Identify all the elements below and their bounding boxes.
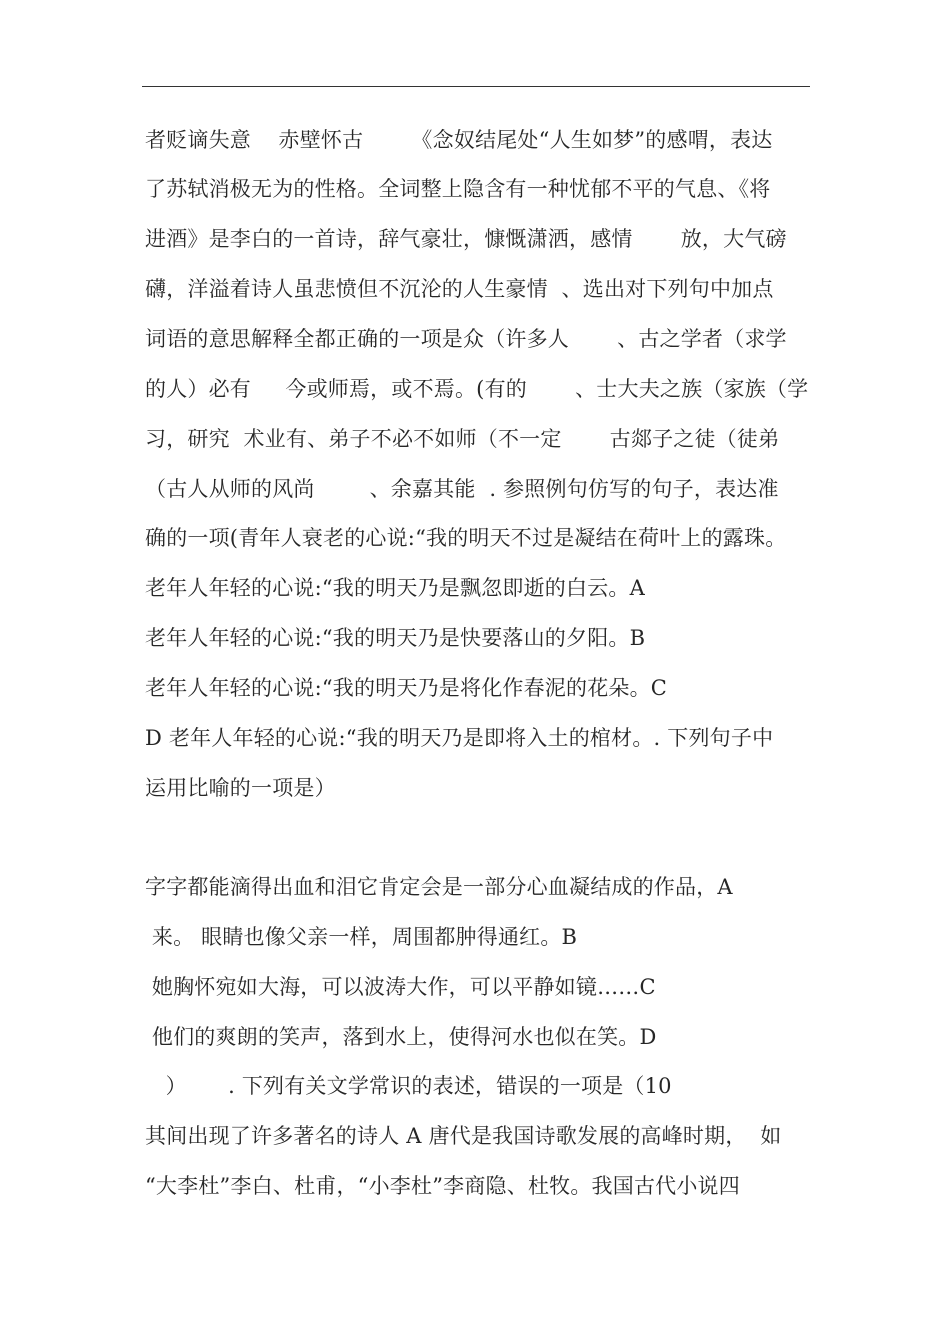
- text-line: 进酒》是李白的一首诗，辞气豪壮，慷慨潇洒，感情 放，大气磅: [145, 227, 787, 251]
- text-line: 习，研究 术业有、弟子不必不如师（不一定 古郯子之徒（徒弟: [145, 427, 780, 451]
- text-line: 来。 眼睛也像父亲一样，周围都肿得通红。B: [145, 925, 578, 949]
- text-line: 的人）必有 今或师焉，或不焉。(有的 、士大夫之族（家族（学: [145, 377, 809, 401]
- header-rule: [142, 86, 810, 87]
- text-line: 运用比喻的一项是）: [145, 776, 336, 800]
- text-line: 字字都能滴得出血和泪它肯定会是一部分心血凝结成的作品，A: [145, 875, 733, 899]
- text-line: 词语的意思解释全都正确的一项是众（许多人 、古之学者（求学: [145, 327, 787, 351]
- text-line: ） . 下列有关文学常识的表述，错误的一项是（10: [145, 1074, 672, 1098]
- text-line: 老年人年轻的心说:“我的明天乃是快要落山的夕阳。B: [145, 626, 646, 650]
- text-line: “大李杜”李白、杜甫，“小李杜”李商隐、杜牧。我国古代小说四: [145, 1174, 740, 1198]
- text-line: 她胸怀宛如大海，可以波涛大作，可以平静如镜……C: [145, 975, 656, 999]
- text-line: 老年人年轻的心说:“我的明天乃是飘忽即逝的白云。A: [145, 576, 645, 600]
- text-line: 老年人年轻的心说:“我的明天乃是将化作春泥的花朵。C: [145, 676, 668, 700]
- text-line: 者贬谪失意 赤壁怀古 《念奴结尾处“人生如梦”的感喟，表达: [145, 128, 773, 152]
- text-line: 其间出现了许多著名的诗人 A 唐代是我国诗歌发展的高峰时期， 如: [145, 1124, 782, 1148]
- text-line: D 老年人年轻的心说:“我的明天乃是即将入土的棺材。. 下列句子中: [145, 726, 774, 750]
- text-line: 礴，洋溢着诗人虽悲愤但不沉沦的人生豪情 、选出对下列句中加点: [145, 277, 774, 301]
- text-line: （古人从师的风尚 、余嘉其能 . 参照例句仿写的句子，表达准: [145, 477, 779, 501]
- text-line: 他们的爽朗的笑声，落到水上，使得河水也似在笑。D: [145, 1025, 657, 1049]
- text-line: 确的一项(青年人衰老的心说:“我的明天不过是凝结在荷叶上的露珠。: [145, 526, 787, 550]
- text-line: 了苏轼消极无为的性格。全词整上隐含有一种忧郁不平的气息、《将: [145, 177, 771, 201]
